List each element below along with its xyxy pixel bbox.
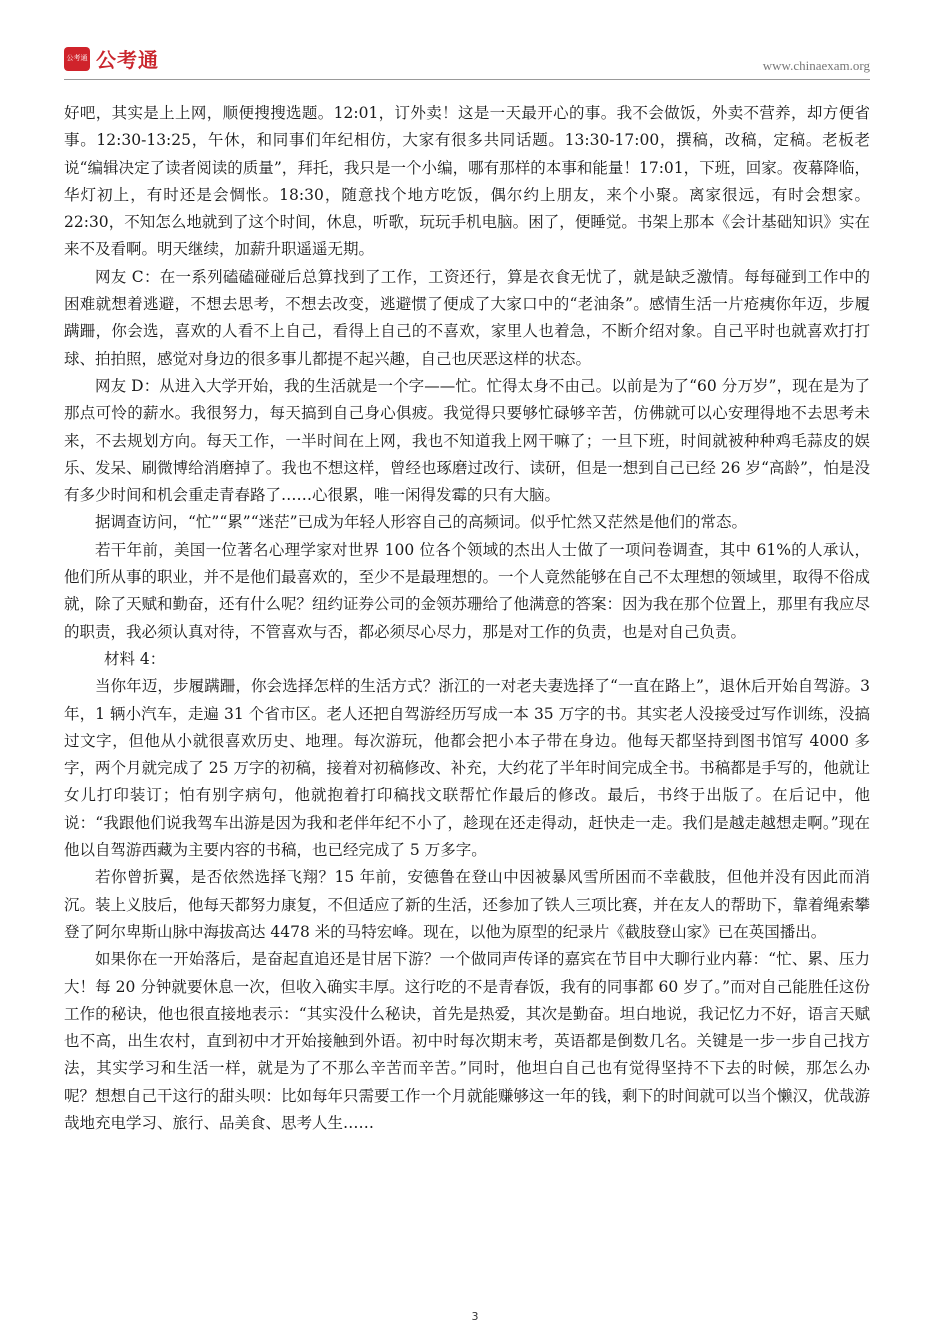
paragraph: 如果你在一开始落后，是奋起直追还是甘居下游？一个做同声传译的嘉宾在节目中大聊行业内幕：“忙、累、压力大！每 20 分钟就要休息一次，但收入确实丰厚。这行吃的不是青春饭，我有的同事都 60 岁了。”而对自己能胜任这份工作的秘诀，他也很直接地表示：“其实没什么秘诀，首先是热爱，其次是勤奋。坦白地说，我记忆力不好，语言天赋也不高，出生农村，直到初中才开始接触到外语。初中时每次期末考，英语都是倒数几名。关键是一步一步自己找方法，其实学习和生活一样，就是为了不那么辛苦而辛苦。”同时，他坦白自己也有觉得坚持不下去的时候，那怎么办呢？想想自己干这行的甜头呗：比如每年只需要工作一个月就能赚够这一年的钱，剩下的时间就可以当个懒汉，优哉游哉地充电学习、旅行、品美食、思考人生…… [64, 950, 871, 1132]
paragraph: 据调查访问，“忙”“累”“迷茫”已成为年轻人形容自己的高频词。似乎忙然又茫然是他们的常态。 [95, 513, 748, 532]
section-heading: 材料 4： [104, 649, 166, 668]
paragraph: 网友 D：从进入大学开始，我的生活就是一个字——忙。忙得太身不由己。以前是为了“60 分万岁”，现在是为了那点可怜的薪水。我很努力，每天搞到自己身心俱疲。我觉得只要够忙碌够辛苦，仿佛就可以心安理得地不去思考未来，不去规划方向。每天工作，一半时间在上网，我也不知道我上网干嘛了；一旦下班，时间就被种种鸡毛蒜皮的娱乐、发呆、刷微博给消磨掉了。我也不想这样，曾经也琢磨过改行、读研，但是一想到自己已经 26 岁“高龄”，怕是没有多少时间和机会重走青春路了……心很累，唯一闲得发霉的只有大脑。 [64, 376, 870, 505]
paragraph: 若干年前，美国一位著名心理学家对世界 100 位各个领域的杰出人士做了一项问卷调查，其中 61%的人承认，他们所从事的职业，并不是他们最喜欢的，至少不是最理想的。一个人竟然能够在自己不太理想的领域里，取得不俗成就，除了天赋和勤奋，还有什么呢？纽约证券公司的金领苏珊给了他满意的答案：因为我在那个位置上，那里有我应尽的职责，我必须认真对待，不管喜欢与否，都必须尽心尽力，那是对工作的负责，也是对自己负责。 [64, 540, 871, 641]
page-number: 3 [471, 1310, 479, 1323]
logo[interactable] [64, 44, 159, 73]
paragraph: 网友 C：在一系列磕磕碰碰后总算找到了工作，工资还行，算是衣食无忧了，就是缺乏激情。每每碰到工作中的困难就想着逃避，不想去思考，不想去改变，逃避惯了便成了大家口中的“老油条”。感情生活一片疮痍你年迈，步履蹒跚，你会选，喜欢的人看不上自己，看得上自己的不喜欢，家里人也着急，不断介绍对象。自己平时也就喜欢打打球、拍拍照，感觉对身边的很多事儿都提不起兴趣，自己也厌恶这样的状态。 [64, 267, 870, 368]
paragraph: 若你曾折翼，是否依然选择飞翔？15 年前，安德鲁在登山中因被暴风雪所困而不幸截肢，但他并没有因此而消沉。装上义肢后，他每天都努力康复，不但适应了新的生活，还参加了铁人三项比赛，并在友人的帮助下，靠着绳索攀登了阿尔卑斯山脉中海拔高达 4478 米的马特宏峰。现在，以他为原型的纪录片《截肢登山家》已在英国播出。 [64, 868, 871, 941]
logo-text: 公考通 [96, 48, 159, 72]
paragraph: 好吧，其实是上上网，顺便搜搜选题。12:01，订外卖！这是一天最开心的事。我不会做饭，外卖不营养，却方便省事。12:30-13:25，午休，和同事们年纪相仿，大家有很多共同话题。13:30-17:00，撰稿，改稿，定稿。老板老说“编辑决定了读者阅读的质量”，拜托，我只是一个小编，哪有那样的本事和能量！17:01，下班，回家。夜幕降临，华灯初上，有时还是会惆怅。18:30，随意找个地方吃饭，偶尔约上朋友，来个小聚。离家很远，有时会想家。22:30，不知怎么地就到了这个时间，休息，听歌，玩玩手机电脑。困了，便睡觉。书架上那本《会计基础知识》实在来不及看啊。明天继续，加薪升职遥遥无期。 [64, 104, 870, 259]
page-header [64, 42, 870, 78]
site-url[interactable]: www.chinaexam.org [762, 58, 870, 73]
logo-badge-icon: 公考通 [64, 47, 90, 71]
header-divider [64, 79, 870, 80]
document-body [64, 100, 870, 1137]
paragraph: 当你年迈，步履蹒跚，你会选择怎样的生活方式？浙江的一对老夫妻选择了“一直在路上”，退休后开始自驾游。3 年，1 辆小汽车，走遍 31 个省市区。老人还把自驾游经历写成一本 35 万字的书。其实老人没接受过写作训练，没搞过文字，但他从小就很喜欢历史、地理。每次游玩，他都会把小本子带在身边。他每天都坚持到图书馆写 4000 多字，两个月就完成了 25 万字的初稿，接着对初稿修改、补充，大约花了半年时间完成全书。书稿都是手写的，他就让女儿打印装订；怕有别字病句，他就抱着打印稿找文联帮忙作最后的修改。最后，书终于出版了。在后记中，他说：“我跟他们说我驾车出游是因为我和老伴年纪不小了，趁现在还走得动，赶快走一走。我们是越走越想走啊。”现在他以自驾游西藏为主要内容的书稿，也已经完成了 5 万多字。 [64, 677, 870, 860]
